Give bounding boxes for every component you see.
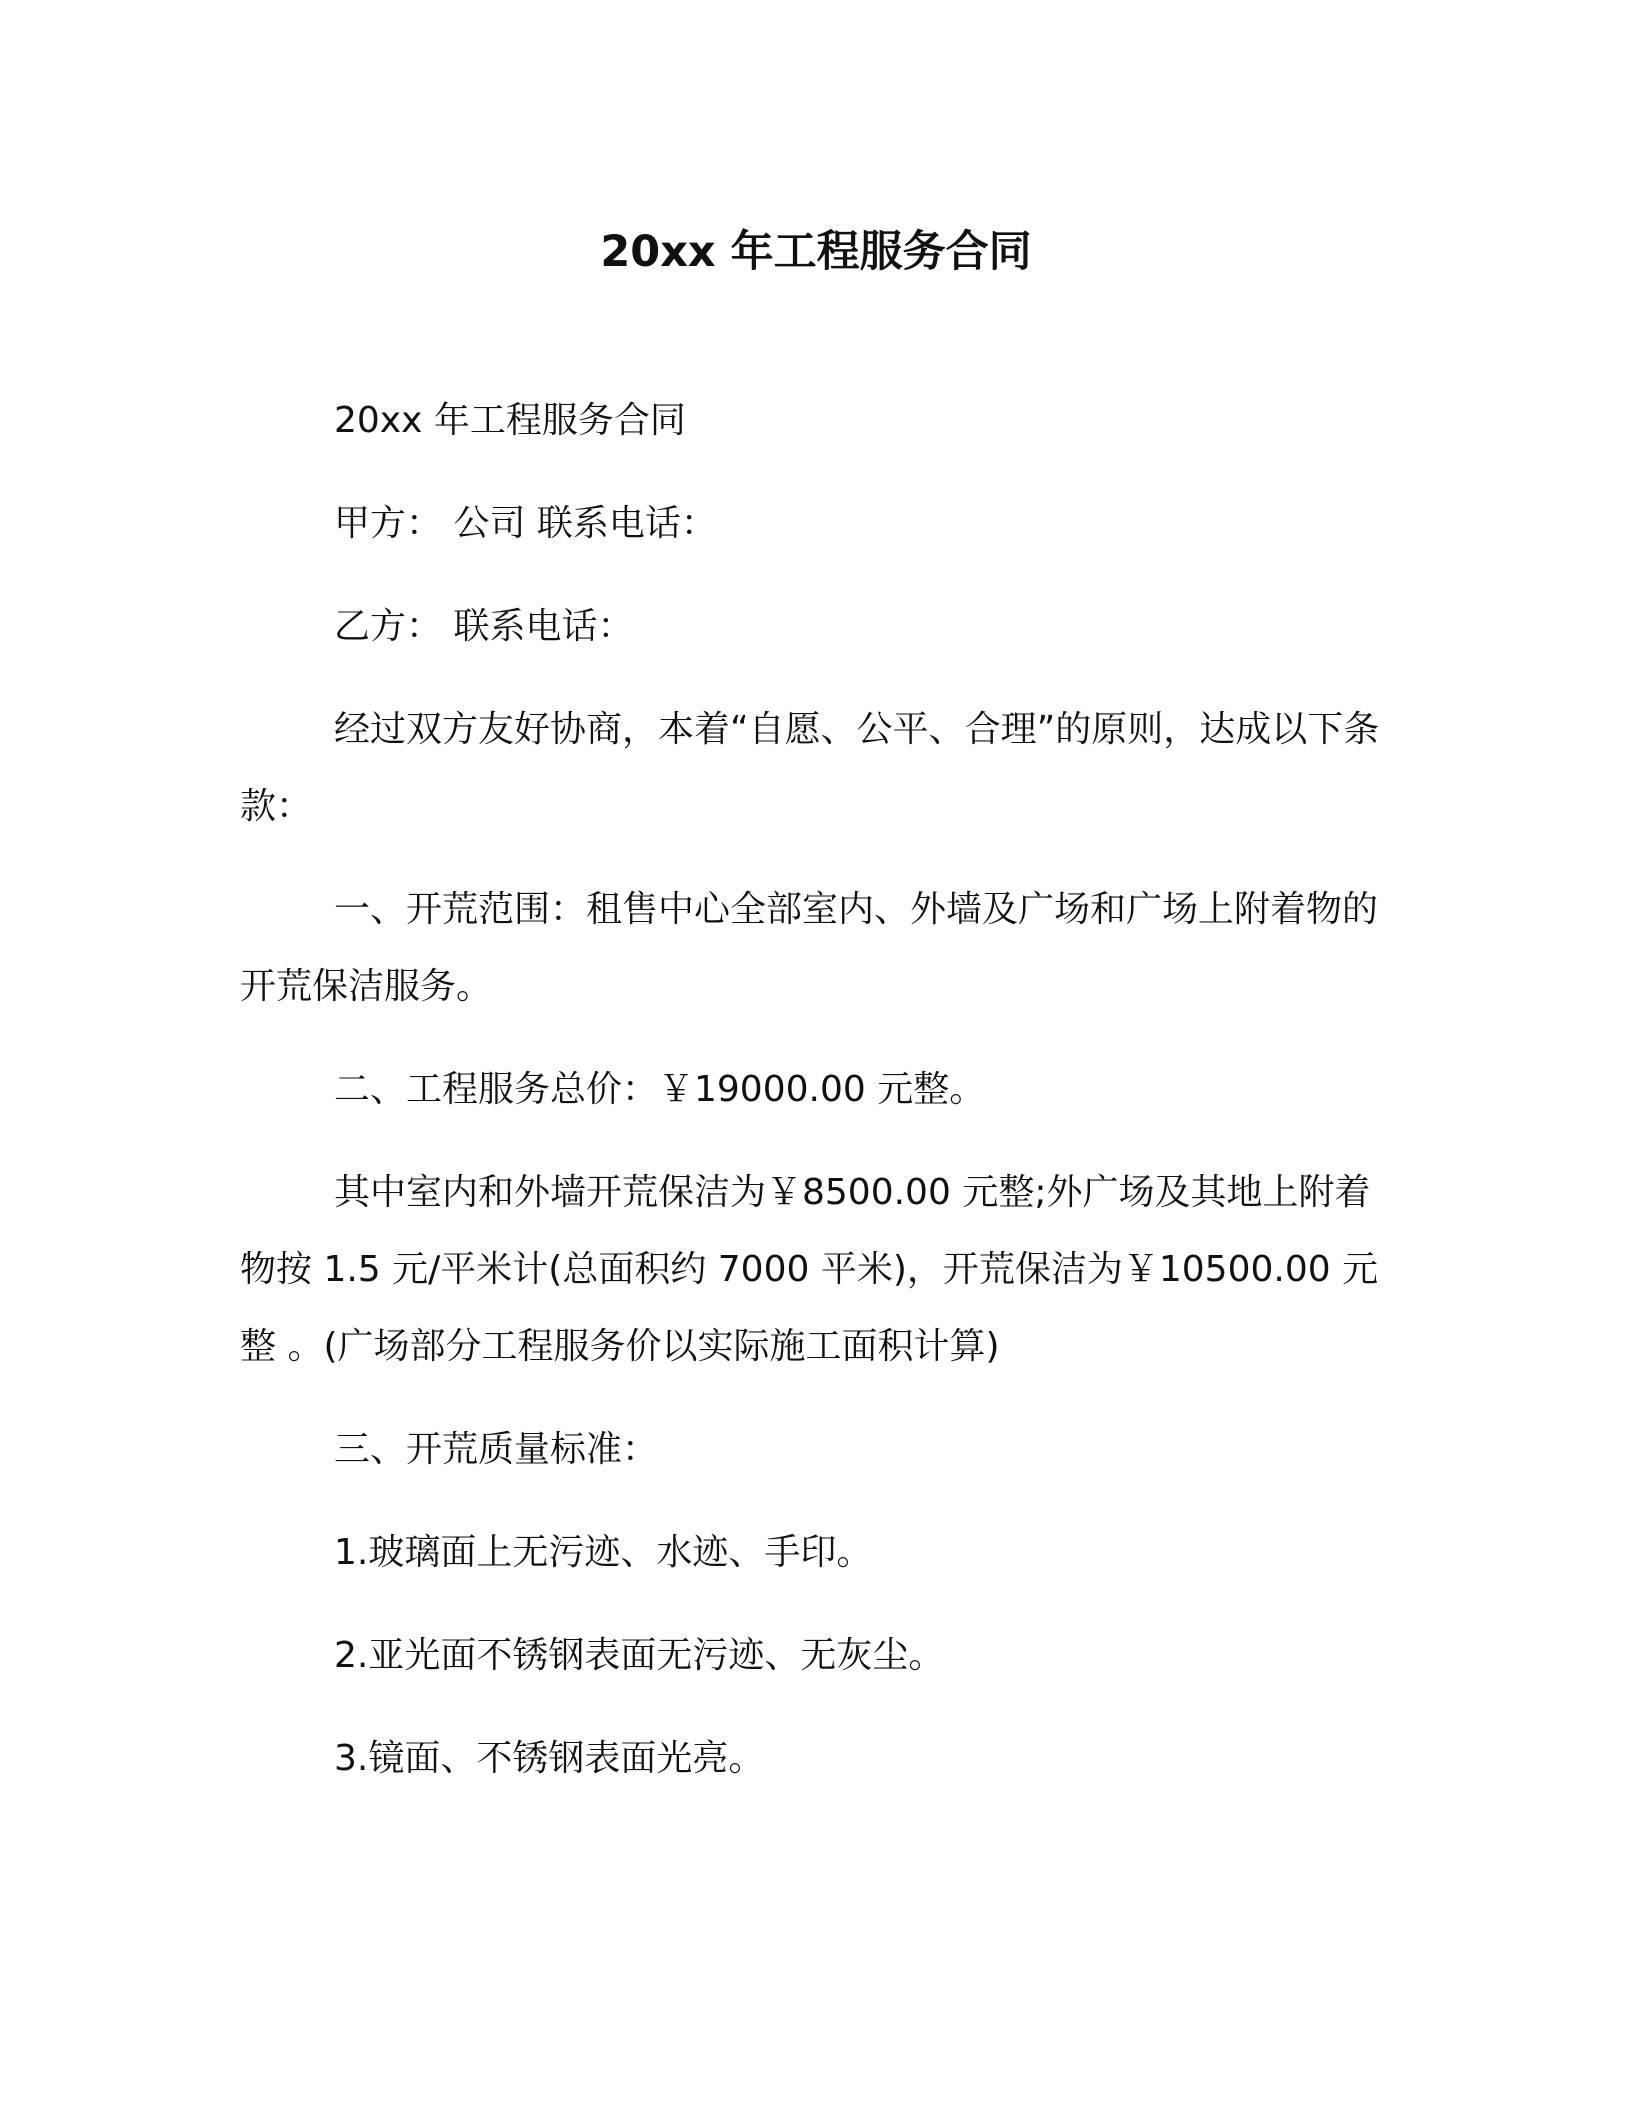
paragraph-total-price: 二、工程服务总价：￥19000.00 元整。 <box>334 1069 986 1110</box>
paragraph-party-a: 甲方： 公司 联系电话： <box>334 503 717 544</box>
paragraph-quality-item-2: 2.亚光面不锈钢表面无污迹、无灰尘。 <box>334 1635 945 1676</box>
paragraph-preamble: 经过双方友好协商，本着“自愿、公平、合理”的原则，达成以下条款： <box>240 709 1380 827</box>
paragraph-quality-item-3: 3.镜面、不锈钢表面光亮。 <box>334 1738 765 1779</box>
paragraph-party-b: 乙方： 联系电话： <box>334 606 634 647</box>
paragraph-quality-standard: 三、开荒质量标准： <box>334 1429 659 1470</box>
paragraph-scope: 一、开荒范围：租售中心全部室内、外墙及广场和广场上附着物的开荒保洁服务。 <box>240 889 1379 1007</box>
paragraph-price-breakdown: 其中室内和外墙开荒保洁为￥8500.00 元整;外广场及其地上附着物按 1.5 元/平米计(总面积约 7000 平米)，开荒保洁为￥10500.00 元整 。(广场部分工程服务价以实际施工面积计算) <box>240 1172 1379 1367</box>
paragraph-heading: 20xx 年工程服务合同 <box>334 400 686 441</box>
document-title: 20xx 年工程服务合同 <box>600 227 1032 277</box>
paragraph-quality-item-1: 1.玻璃面上无污迹、水迹、手印。 <box>334 1532 873 1573</box>
document-body <box>240 382 1390 1797</box>
